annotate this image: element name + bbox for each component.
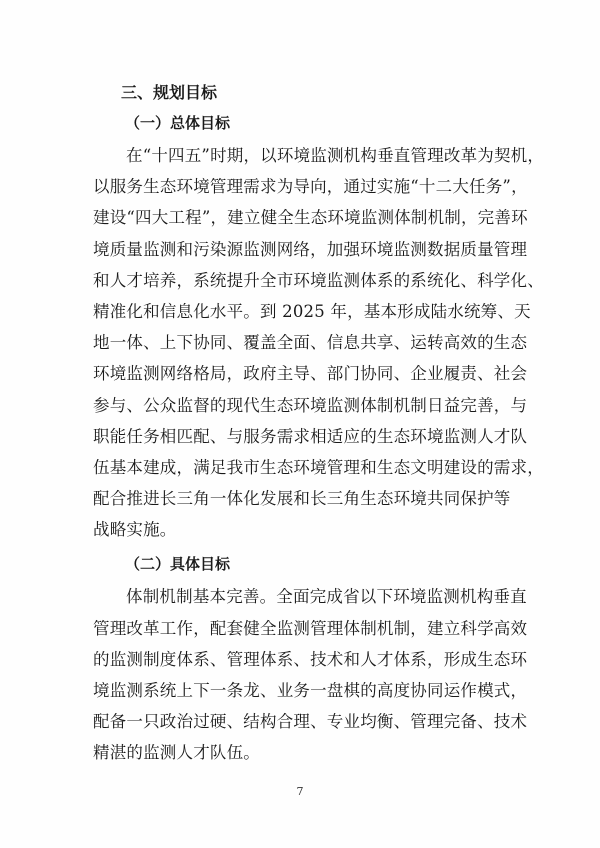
paragraph-line: 职能任务相匹配、与服务需求相适应的生态环境监测人才队 — [93, 426, 528, 446]
paragraph-line: 体制机制基本完善。全面完成省以下环境监测机构垂直 — [126, 587, 527, 607]
paragraph-line: 的监测制度体系、管理体系、技术和人才体系，形成生态环 — [93, 649, 528, 669]
paragraph-line: 境监测系统上下一条龙、业务一盘棋的高度协同运作模式， — [93, 681, 528, 700]
paragraph-line: 精湛的监测人才队伍。 — [93, 743, 260, 763]
paragraph-line: 境质量监测和污染源监测网络，加强环境监测数据质量管理 — [93, 239, 528, 259]
section-heading: 三、规划目标 — [121, 83, 218, 102]
paragraph-overall-goal — [93, 140, 545, 545]
page-number: 7 — [296, 785, 304, 798]
paragraph-line: 参与、公众监督的现代生态环境监测体制机制日益完善，与 — [93, 395, 528, 415]
paragraph-line: 以服务生态环境管理需求为导向，通过实施“十二大任务”， — [93, 177, 528, 197]
paragraph-specific-goal — [93, 581, 527, 768]
paragraph-line: 管理改革工作，配套健全监测管理体制机制，建立科学高效 — [93, 618, 528, 638]
paragraph-line: 配备一只政治过硬、结构合理、专业均衡、管理完备、技术 — [93, 712, 528, 732]
paragraph-line: 精准化和信息化水平。到 2025 年，基本形成陆水统筹、天 — [93, 301, 531, 321]
paragraph-line: 地一体、上下协同、覆盖全面、信息共享、运转高效的生态 — [93, 333, 528, 353]
paragraph-line: 和人才培养，系统提升全市环境监测体系的系统化、科学化、 — [93, 270, 544, 290]
subsection-heading-overall: （一）总体目标 — [125, 114, 231, 132]
paragraph-line: 环境监测网络格局，政府主导、部门协同、企业履责、社会 — [93, 364, 528, 384]
paragraph-line: 战略实施。 — [93, 520, 177, 540]
paragraph-line: 在“十四五”时期，以环境监测机构垂直管理改革为契机， — [126, 146, 545, 165]
paragraph-line: 建设“四大工程”，建立健全生态环境监测体制机制，完善环 — [93, 208, 528, 228]
paragraph-line: 配合推进长三角一体化发展和长三角生态环境共同保护等 — [93, 489, 511, 509]
page-content — [93, 78, 545, 769]
subsection-heading-specific: （二）具体目标 — [125, 555, 231, 574]
paragraph-line: 伍基本建成，满足我市生态环境管理和生态文明建设的需求， — [93, 457, 544, 477]
